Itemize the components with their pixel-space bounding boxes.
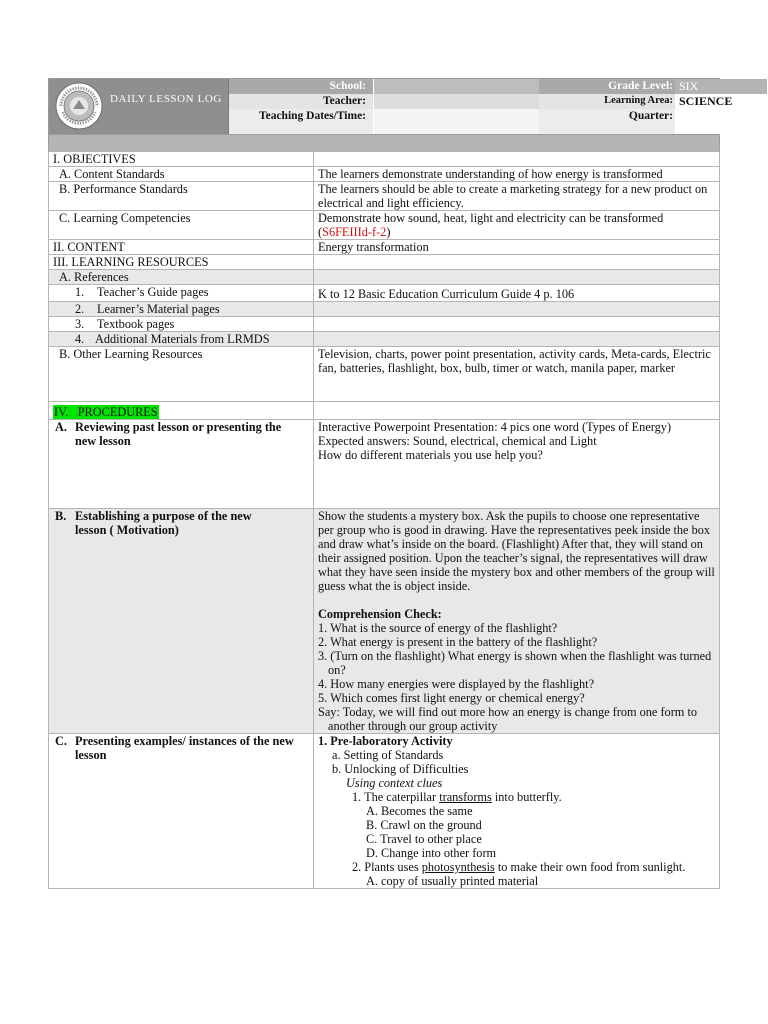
resource-item-row <box>49 302 720 317</box>
header-row-school <box>229 79 719 94</box>
context-clues: Using context clues <box>346 776 443 790</box>
vocab-question-1 <box>318 790 715 804</box>
resource-item-label: Textbook pages <box>97 317 175 331</box>
choice-item: B. Crawl on the ground <box>366 818 482 832</box>
resource-item-value[interactable] <box>314 332 720 347</box>
document-title: DAILY LESSON LOG <box>110 93 222 105</box>
unlocking-difficulties: b. Unlocking of Difficulties <box>332 762 469 776</box>
grade-level-value[interactable]: SIX <box>675 79 767 94</box>
motivation-paragraph: Show the students a mystery box. Ask the pupils to choose one representative per group who is good in drawing. Have the representatives peek inside the box and draw what’s inside on the board. (Flashlight) After that, they will stand on their assigned position. Upon the teacher’s signal, the representatives will draw what they have seen inside the mystery box and other members of the group will guess what the is object inside. <box>318 509 715 593</box>
choice-item: C. Travel to other place <box>366 832 482 846</box>
resource-item-num: 1. <box>75 285 85 299</box>
vocab-word: photosynthesis <box>421 860 495 874</box>
procedure-a-content[interactable] <box>314 420 720 509</box>
header-row-dates <box>229 109 719 134</box>
teacher-label: Teacher: <box>322 95 366 107</box>
teaching-dates-field[interactable] <box>373 109 539 134</box>
quarter-label: Quarter: <box>628 110 673 122</box>
resource-item-label: Learner’s Material pages <box>97 302 220 316</box>
learning-competencies-row <box>49 211 720 240</box>
resource-item-num: 4. <box>75 332 85 346</box>
logo-cell <box>49 79 229 134</box>
other-resources-row <box>49 347 720 402</box>
other-resources-value[interactable]: Television, charts, power point presentation, activity cards, Meta-cards, Electric fan, batteries, flashlight, box, bulb, timer or watch, manila paper, marker <box>314 347 720 402</box>
resource-item-row <box>49 317 720 332</box>
content-value[interactable]: Energy transformation <box>314 240 720 255</box>
resources-heading-row <box>49 255 720 270</box>
resource-item-value[interactable]: K to 12 Basic Education Curriculum Guide 4 p. 106 <box>314 285 720 302</box>
lesson-table <box>48 151 720 889</box>
objectives-heading-row <box>49 152 720 167</box>
setting-standards: a. Setting of Standards <box>332 748 444 762</box>
learning-area-value[interactable]: SCIENCE <box>675 94 767 109</box>
quarter-value[interactable] <box>675 109 767 134</box>
choice-item: D. Change into other form <box>366 846 497 860</box>
school-label: School: <box>329 80 366 92</box>
competencies-text: Demonstrate how sound, heat, light and electricity can be transformed ( <box>318 211 664 239</box>
procedures-heading <box>49 402 314 420</box>
content-standards-value[interactable]: The learners demonstrate understanding of how energy is transformed <box>314 167 720 182</box>
procedure-b-letter: B. <box>55 509 67 523</box>
procedures-heading-num: IV. <box>54 405 69 419</box>
resource-item-value[interactable] <box>314 317 720 332</box>
teacher-field[interactable] <box>373 94 539 109</box>
header-row-teacher <box>229 94 733 109</box>
procedure-a-row <box>49 420 720 509</box>
header-separator <box>48 135 720 151</box>
resource-item-num: 2. <box>75 302 85 316</box>
resource-item-row <box>49 332 720 347</box>
procedure-c-row <box>49 734 720 889</box>
objectives-heading: I. OBJECTIVES <box>49 152 314 167</box>
comprehension-question: 1. What is the source of energy of the flashlight? <box>318 621 558 635</box>
procedure-a-line: Expected answers: Sound, electrical, chemical and Light <box>318 434 597 448</box>
procedures-heading-highlight <box>53 405 159 419</box>
comprehension-question: 2. What energy is present in the battery of the flashlight? <box>318 635 598 649</box>
procedure-a-label: Reviewing past lesson or presenting the new lesson <box>75 420 282 448</box>
content-row <box>49 240 720 255</box>
header-block <box>48 78 733 135</box>
teaching-dates-label: Teaching Dates/Time: <box>258 110 366 122</box>
resource-item-value[interactable] <box>314 302 720 317</box>
comprehension-question: Say: Today, we will find out more how an energy is change from one form to another through our group activity <box>318 705 698 733</box>
content-standards-row <box>49 167 720 182</box>
references-label: A. References <box>49 270 314 285</box>
procedure-c-content[interactable] <box>314 734 720 889</box>
procedures-heading-label: PROCEDURES <box>77 405 158 419</box>
learning-area-label: Learning Area: <box>604 95 673 106</box>
deped-seal-logo <box>55 82 103 130</box>
choice-item: A. Becomes the same <box>366 804 473 818</box>
procedure-c-letter: C. <box>55 734 67 748</box>
vocab-question-text: into butterfly. <box>491 790 562 804</box>
procedure-a-line: Interactive Powerpoint Presentation: 4 pics one word (Types of Energy) <box>318 420 672 434</box>
resource-item-num: 3. <box>75 317 85 331</box>
resource-item-label: Additional Materials from LRMDS <box>95 332 270 346</box>
daily-lesson-log <box>48 78 733 889</box>
comprehension-question: 5. Which comes first light energy or chemical energy? <box>318 691 585 705</box>
procedure-b-content[interactable] <box>314 509 720 734</box>
procedure-a-letter: A. <box>55 420 67 434</box>
vocab-word: transforms <box>439 790 492 804</box>
vocab-question-text: 2. Plants uses <box>352 860 422 874</box>
procedures-heading-row <box>49 402 720 420</box>
school-field[interactable] <box>373 79 539 94</box>
learning-competencies-label: C. Learning Competencies <box>49 211 314 240</box>
comprehension-check-heading: Comprehension Check: <box>318 607 442 621</box>
procedure-a-line: How do different materials you use help you? <box>318 448 543 462</box>
procedure-b-row <box>49 509 720 734</box>
procedure-b-label: Establishing a purpose of the new lesson ( Motivation) <box>75 509 252 537</box>
performance-standards-row <box>49 182 720 211</box>
comprehension-question: 3. (Turn on the flashlight) What energy is shown when the flashlight was turned on? <box>318 649 712 677</box>
other-resources-label: B. Other Learning Resources <box>49 347 314 402</box>
content-standards-label: A. Content Standards <box>49 167 314 182</box>
vocab-question-text: 1. The caterpillar <box>352 790 440 804</box>
content-heading: II. CONTENT <box>49 240 314 255</box>
procedure-c-label: Presenting examples/ instances of the new lesson <box>75 734 294 762</box>
choice-item: A. copy of usually printed material <box>366 874 539 888</box>
comprehension-question: 4. How many energies were displayed by the flashlight? <box>318 677 595 691</box>
learning-competencies-value[interactable] <box>314 211 720 240</box>
competency-code: S6FEIIId-f-2 <box>322 225 387 239</box>
vocab-question-text: to make their own food from sunlight. <box>494 860 686 874</box>
performance-standards-label: B. Performance Standards <box>49 182 314 211</box>
performance-standards-value[interactable]: The learners should be able to create a marketing strategy for a new product on electrical and light efficiency. <box>314 182 720 211</box>
vocab-question-2 <box>318 860 715 874</box>
pre-lab-heading: 1. Pre-laboratory Activity <box>318 734 453 748</box>
resource-item-row <box>49 285 720 302</box>
resources-heading: III. LEARNING RESOURCES <box>49 255 314 270</box>
grade-level-label: Grade Level: <box>608 80 673 92</box>
references-row <box>49 270 720 285</box>
competencies-close: ) <box>386 225 391 239</box>
resource-item-label: Teacher’s Guide pages <box>97 285 209 299</box>
